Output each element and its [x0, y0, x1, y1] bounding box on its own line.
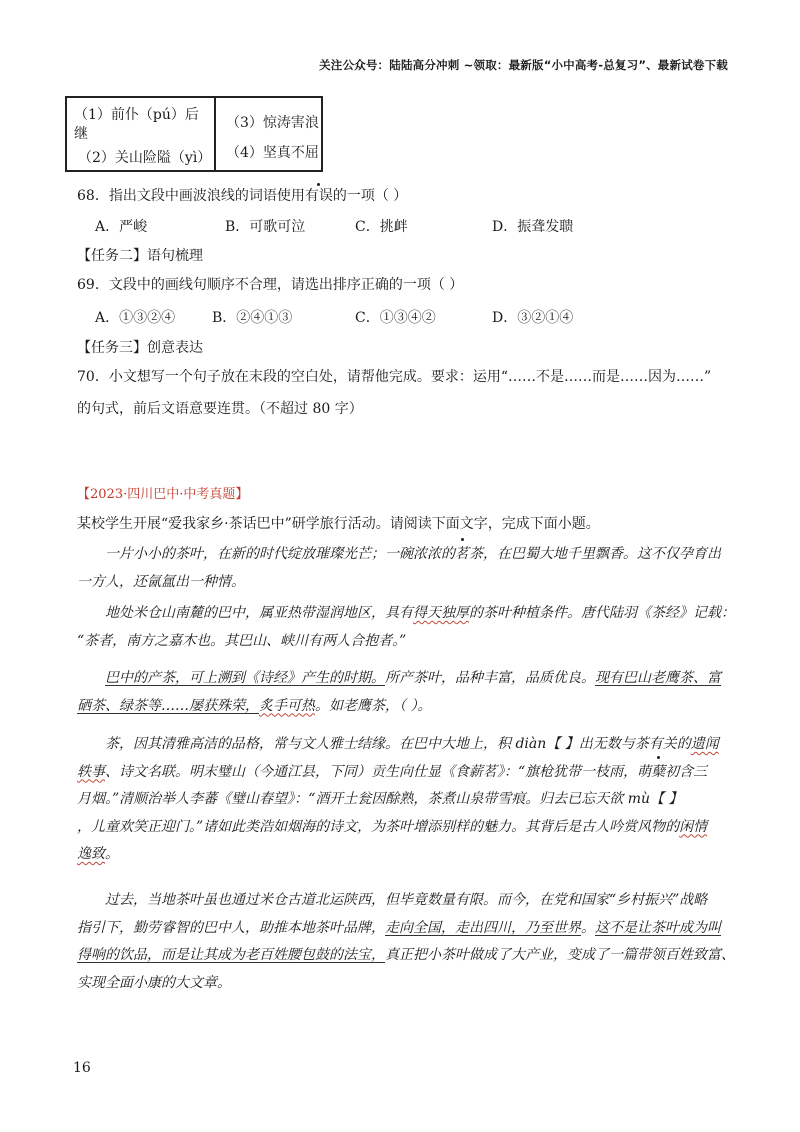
q68-option-b: B．可歌可泣: [225, 219, 306, 235]
passage-paragraph-4: 茶，因其清雅高洁的品格，常与文人雅士结缘。在巴中大地上，积 diàn【 】出无数与茶有关的遗闻 轶事、诗文名联。明末璧山（今通江县，下同）贡生向仕显《食薪茗》：“旗枪犹带一枝雨，萌蘖初含三 月烟。”清顺治举人李蕃《璧山春望》：“酒开土瓮因酴熟，茶煮山泉带雪痕。归去已忘天欲 mù【 】 ，儿童欢笑正迎门。”诸如此类浩如烟海的诗文，为茶叶增添别样的魅力。其背后是古人吟赏风物的闲情 逸致。: [77, 736, 719, 862]
passage-paragraph-2: 地处米仓山南麓的巴中，属亚热带湿润地区，具有得天独厚的茶叶种植条件。唐代陆羽《茶经》记载： “茶者，南方之嘉木也。其巴山、峡川有两人合抱者。”: [77, 605, 735, 649]
question-70-line-2: 的句式，前后文语意要连贯。（不超过 80 字）: [77, 401, 363, 417]
question-70-line-1: 70．小文想写一个句子放在末段的空白处，请帮他完成。要求：运用“……不是……而是……因为……”: [77, 369, 712, 385]
intro-text: 某校学生开展“爱我家乡·茶话巴中”研学旅行活动。请阅读下面文字，完成下面小题。: [77, 516, 600, 532]
q69-option-b: B．②④①③: [212, 310, 293, 326]
wavy-term: 得天独厚: [413, 605, 469, 621]
page-number: 16: [73, 1060, 91, 1076]
wavy-term: 遗闻: [690, 736, 719, 752]
table-cell-4: （4）坚真不屈: [226, 145, 319, 161]
table-divider: [214, 96, 216, 172]
q69-option-c: C．①③④②: [355, 310, 436, 326]
wavy-term: 轶事: [77, 763, 105, 780]
passage-paragraph-1: 一片小小的茶叶，在新的时代绽放璀璨光芒；一碗浓浓的茗茶，在巴蜀大地千里飘香。这不仅孕育出 一方人，还氤氲出一种情。: [77, 541, 737, 596]
wavy-term: 炙手可热: [259, 697, 315, 714]
question-69: 69．文段中的画线句顺序不合理，请选出排序正确的一项（ ）: [77, 277, 464, 293]
wavy-term: 逸致: [77, 846, 105, 862]
q69-option-a: A．①③②④: [95, 310, 176, 326]
wavy-term: 闲情: [679, 818, 708, 835]
passage-paragraph-3: 巴中的产茶，可上溯到《诗经》产生的时期。所产茶叶，品种丰富，品质优良。现有巴山老鹰茶、富 硒茶、绿茶等……屡获殊荣，炙手可热。如老鹰茶，（ ）。: [77, 670, 721, 714]
q68-option-a: A．严峻: [95, 219, 148, 235]
task-three-heading: 【任务三】创意表达: [77, 340, 203, 356]
source-tag: 【2023·四川巴中·中考真题】: [77, 487, 249, 502]
table-cell-1-wrap: 继: [74, 126, 88, 142]
q68-option-d: D．振聋发聩: [492, 219, 574, 235]
question-68: 68．指出文段中画波浪线的词语使用有误的一项（ ）: [77, 188, 408, 204]
table-cell-2: （2）关山险隘（yì）: [78, 150, 212, 166]
page-header: 关注公众号：陆陆高分冲刺 ~领取：最新版“小中高考-总复习”、最新试卷下载: [319, 58, 728, 72]
emphasis-text: 有误: [304, 188, 333, 204]
task-two-heading: 【任务二】语句梳理: [77, 248, 203, 264]
q68-option-c: C．挑衅: [355, 219, 408, 235]
q69-option-d: D．③②①④: [492, 310, 574, 326]
table-cell-3: （3）惊涛害浪: [226, 115, 319, 131]
passage-paragraph-5: 过去，当地茶叶虽也通过米仓古道北运陕西，但毕竟数量有限。而今，在党和国家“乡村振兴”战略 指引下，勤劳睿智的巴中人，助推本地茶叶品牌，走向全国，走出四川，乃至世界。这不是让茶叶成为叫 得响的饮品，而是让其成为老百姓腰包鼓的法宝，真正把小茶叶做成了大产业，变成了一篇带领百姓致富、 实现全面小康的大文章。: [77, 892, 735, 991]
table-cell-1: （1）前仆（pú）后: [74, 107, 199, 123]
